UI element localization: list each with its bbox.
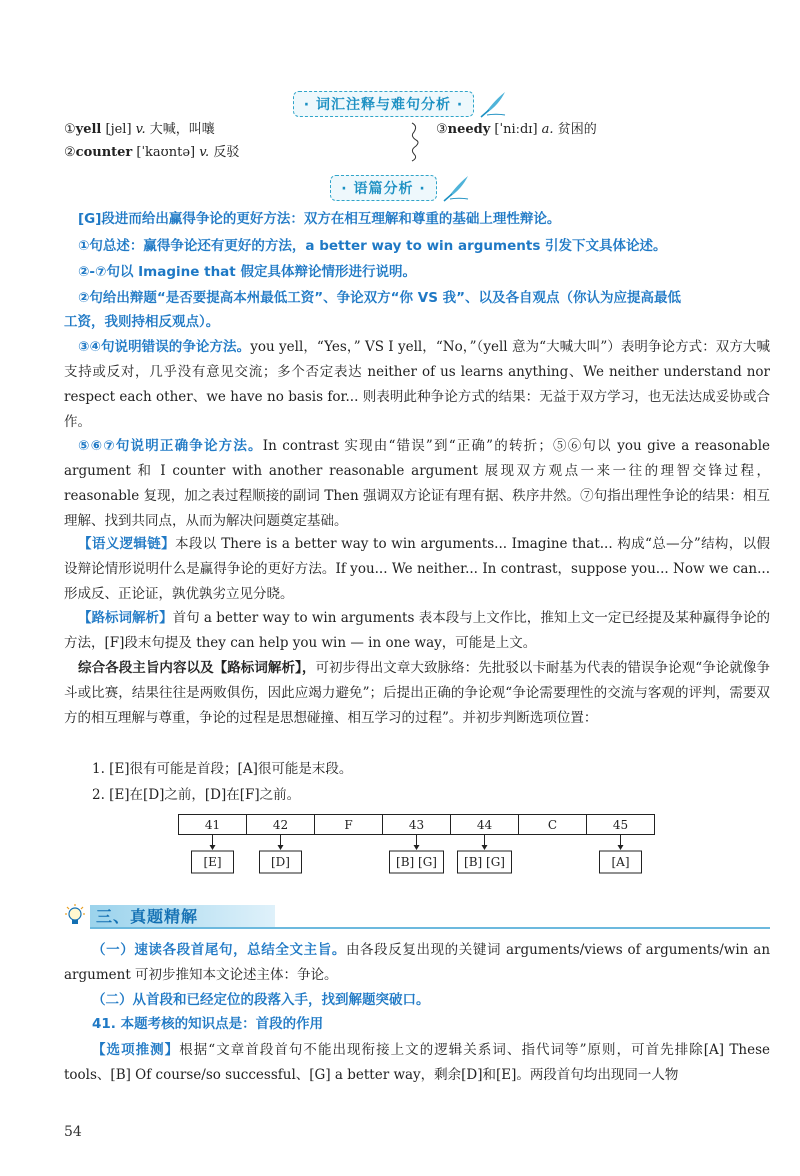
diagram-answer-label: [B] [G] [464, 855, 505, 869]
vocab-header-label: · 词汇注释与难句分析 · [293, 91, 474, 117]
diagram-arrowhead [618, 845, 624, 850]
signpost-paragraph: 【路标词解析】首句 a better way to win arguments 表本段与上文作比，推知上文一定已经提及某种赢得争论的方法，[F]段末句提及 they can help you win — in one way，可能是上文。 [64, 610, 770, 651]
diagram-cell-label: 43 [408, 818, 425, 832]
diagram-answer-label: [E] [203, 855, 222, 869]
summary-line: 工资，我则持相反观点）。 [64, 314, 220, 330]
analysis-header-label: · 语篇分析 · [330, 175, 436, 201]
diagram-cell-label: 41 [204, 818, 221, 832]
quill-icon [442, 174, 470, 202]
diagram-arrowhead [482, 845, 488, 850]
brace-divider [408, 122, 422, 162]
analysis-section-header [0, 174, 800, 202]
diagram-cell-label: F [344, 818, 353, 832]
diagram-cell-label: 42 [272, 818, 289, 832]
diagram-arrowhead [278, 845, 284, 850]
list-item: 1. [E]很有可能是首段；[A]很可能是末段。 [92, 761, 353, 777]
step-two-heading: （二）从首段和已经定位的段落入手，找到解题突破口。 [92, 992, 430, 1008]
question-41-heading: 41. 本题考核的知识点是：首段的作用 [92, 1016, 324, 1032]
summary-line: ②-⑦句以 Imagine that 假定具体辩论情形进行说明。 [78, 264, 416, 280]
logic-chain-paragraph: 【语义逻辑链】本段以 There is a better way to win arguments... Imagine that... 构成“总—分”结构，以假设辩论情形说明什么是赢得争论的更好方法。If you... We neither... In contrast，suppose you... Now we can... 形成反、正论证，孰优孰劣立见分晓。 [64, 536, 771, 602]
quill-icon [479, 90, 507, 118]
diagram-answer-label: [A] [611, 855, 630, 869]
vocab-section-header [0, 90, 800, 118]
option-inference-paragraph: 【选项推测】根据“文章首段首句不能出现衔接上文的逻辑关系词、指代词等”原则，可首先排除[A] These tools、[B] Of course/so successful、[G] a better way，剩余[D]和[E]。两段首句均出现同一人物 [64, 1042, 771, 1083]
diagram-answer-label: [B] [G] [396, 855, 437, 869]
vocab-item-yell: ①yell [jel] v. 大喊，叫嚷 [64, 122, 215, 137]
step-one-paragraph: （一）速读各段首尾句，总结全文主旨。由各段反复出现的关键词 arguments/views of arguments/win an argument 可初步推知本文论述主体：争论。 [64, 942, 771, 983]
section-title: 三、真题精解 [96, 907, 199, 926]
summary-line: ②句给出辩题“是否要提高本州最低工资”、争论双方“你 VS 我”、以及各自观点（你认为应提高最低 [78, 290, 681, 306]
overview-paragraph: 综合各段主旨内容以及【路标词解析】，可初步得出文章大致脉络：先批驳以卡耐基为代表的错误争论观“争论就像争斗或比赛，结果往往是两败俱伤，因此应竭力避免”；后提出正确的争论观“争论需要理性的交流与客观的评判，需要双方的相互理解与尊重，争论的过程是思想碰撞、相互学习的过程”。并初步判断选项位置： [64, 660, 771, 726]
summary-line: ①句总述：赢得争论还有更好的方法，a better way to win arguments 引发下文具体论述。 [78, 238, 667, 254]
section-banner [62, 903, 770, 927]
vocab-item-counter: ②counter [ˈkaʊntə] v. 反驳 [64, 145, 240, 160]
list-item: 2. [E]在[D]之前，[D]在[F]之前。 [92, 787, 301, 803]
lightbulb-icon [62, 903, 88, 929]
page-number: 54 [64, 1124, 82, 1140]
diagram-arrowhead [210, 845, 216, 850]
paragraph-order-diagram [178, 814, 658, 884]
diagram-cell-label: 44 [476, 818, 493, 832]
analysis-paragraph: ③④句说明错误的争论方法。you yell，“Yes，” VS I yell，“No，”（yell 意为“大喊大叫”）表明争论方式：双方大喊支持或反对，几乎没有意见交流；多个否定表达 neither of us learns anything、We neither understand nor respect each other、we have no basis for... 则表明此种争论方式的结果：无益于双方学习，也无法达成妥协或合作。 [64, 339, 770, 430]
diagram-arrowhead [414, 845, 420, 850]
banner-underline [90, 927, 770, 929]
analysis-paragraph: ⑤⑥⑦句说明正确争论方法。In contrast 实现由“错误”到“正确”的转折；⑤⑥句以 you give a reasonable argument 和 I counter with another reasonable argument 展现双方观点一来一往的理智交锋过程，reasonable 复现，加之表过程顺接的副词 Then 强调双方论证有理有据、秩序井然。⑦句指出理性争论的结果：相互理解、找到共同点，从而为解决问题奠定基础。 [64, 438, 771, 529]
diagram-cell-label: 45 [612, 818, 629, 832]
summary-line: [G]段进而给出赢得争论的更好方法：双方在相互理解和尊重的基础上理性辩论。 [78, 211, 561, 227]
vocab-item-needy: ③needy [ˈniːdɪ] a. 贫困的 [436, 122, 597, 137]
diagram-cell-label: C [547, 818, 558, 832]
diagram-answer-label: [D] [271, 855, 290, 869]
